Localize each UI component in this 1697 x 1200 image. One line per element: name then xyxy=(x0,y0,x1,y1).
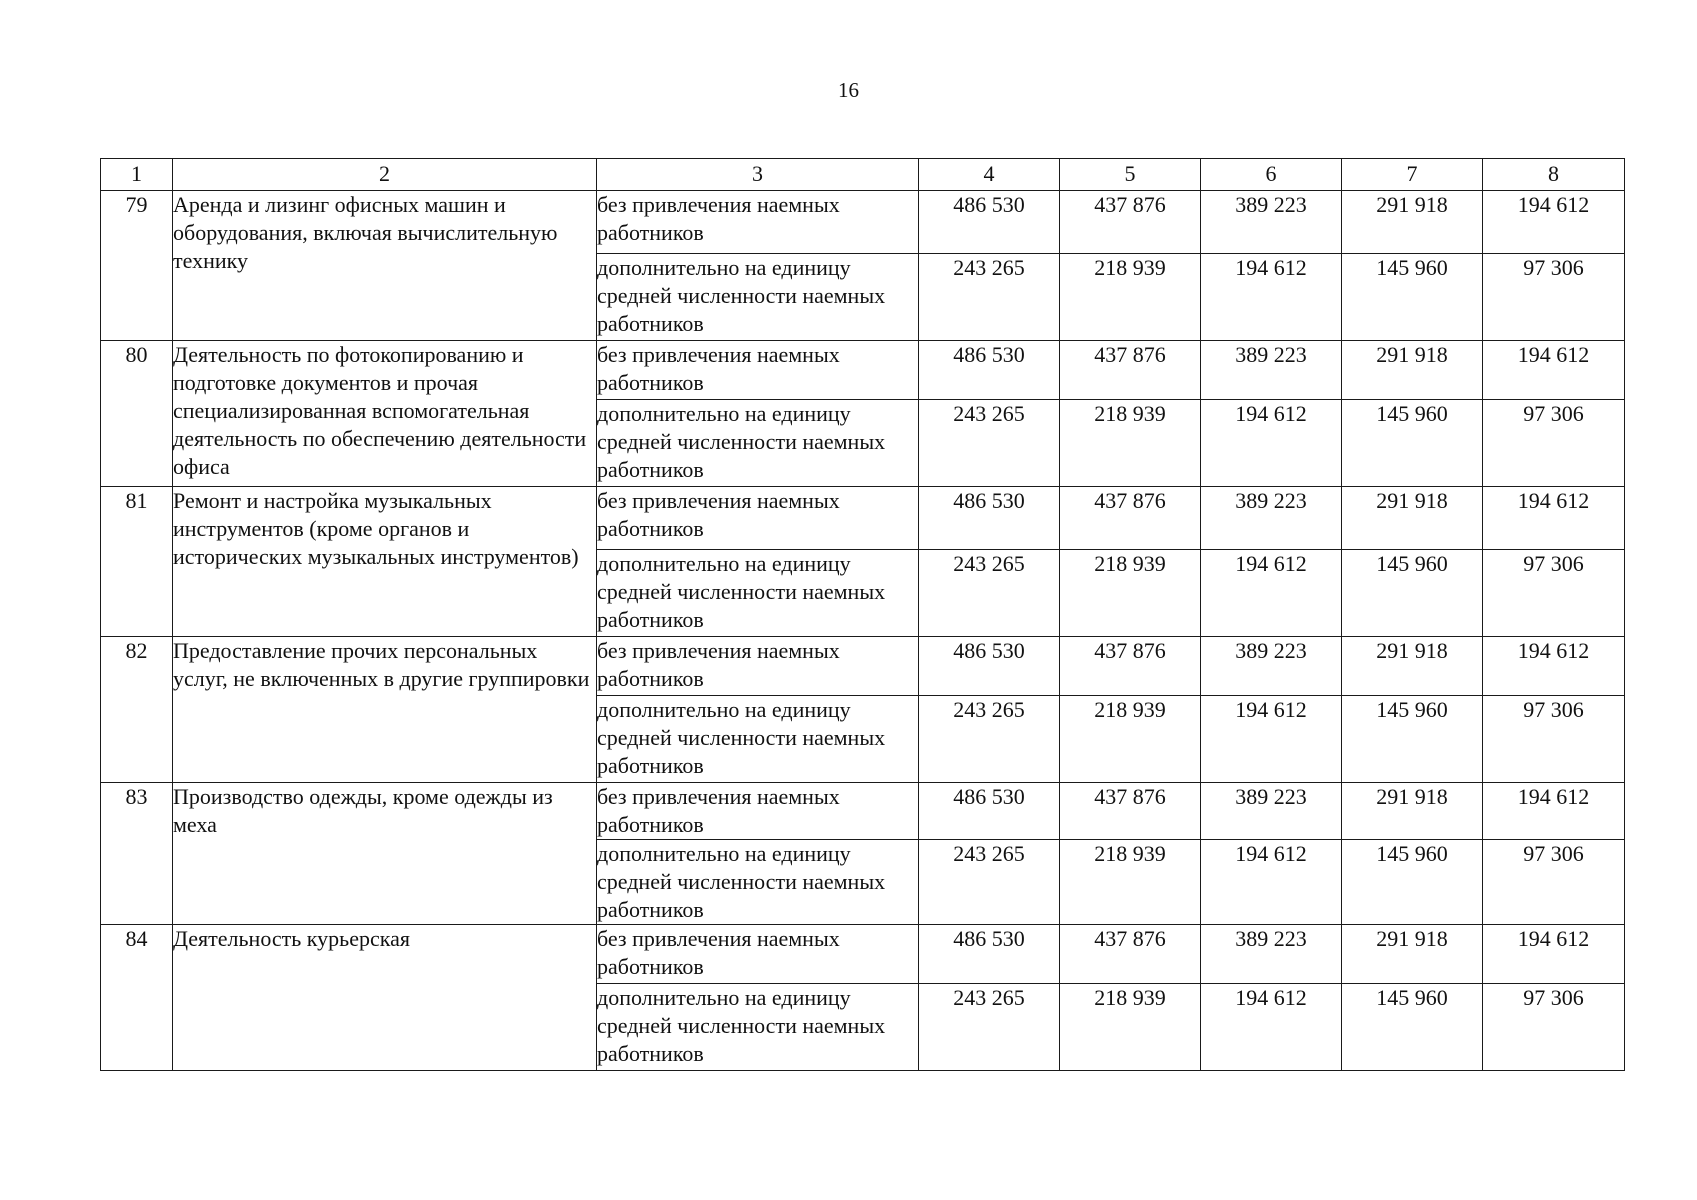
condition-cell: дополнительно на единицу средней численности наемных работников xyxy=(597,400,919,487)
activity-name: Производство одежды, кроме одежды из меха xyxy=(173,783,597,925)
value-cell: 389 223 xyxy=(1201,191,1342,254)
activity-name: Аренда и лизинг офисных машин и оборудования, включая вычислительную технику xyxy=(173,191,597,341)
value-cell: 486 530 xyxy=(919,191,1060,254)
table-row xyxy=(101,637,1625,696)
column-header: 7 xyxy=(1342,159,1483,191)
value-cell: 194 612 xyxy=(1483,783,1625,840)
condition-cell: дополнительно на единицу средней численности наемных работников xyxy=(597,840,919,925)
value-cell: 97 306 xyxy=(1483,840,1625,925)
condition-cell: дополнительно на единицу средней численности наемных работников xyxy=(597,550,919,637)
row-number: 81 xyxy=(101,487,173,637)
value-cell: 291 918 xyxy=(1342,487,1483,550)
activity-name: Деятельность по фотокопированию и подготовке документов и прочая специализированная вспомогательная деятельность по обеспечению деятельности офиса xyxy=(173,341,597,487)
value-cell: 145 960 xyxy=(1342,840,1483,925)
table-row xyxy=(101,487,1625,550)
value-cell: 218 939 xyxy=(1060,550,1201,637)
column-header: 6 xyxy=(1201,159,1342,191)
value-cell: 97 306 xyxy=(1483,984,1625,1071)
row-number: 84 xyxy=(101,925,173,1071)
value-cell: 194 612 xyxy=(1483,341,1625,400)
value-cell: 145 960 xyxy=(1342,984,1483,1071)
value-cell: 194 612 xyxy=(1201,254,1342,341)
row-number: 79 xyxy=(101,191,173,341)
page-number: 16 xyxy=(838,78,859,102)
column-header: 3 xyxy=(597,159,919,191)
value-cell: 291 918 xyxy=(1342,191,1483,254)
value-cell: 291 918 xyxy=(1342,341,1483,400)
condition-cell: без привлечения наемных работников xyxy=(597,341,919,400)
condition-cell: без привлечения наемных работников xyxy=(597,783,919,840)
value-cell: 437 876 xyxy=(1060,925,1201,984)
value-cell: 437 876 xyxy=(1060,783,1201,840)
column-header: 2 xyxy=(173,159,597,191)
activity-name: Ремонт и настройка музыкальных инструментов (кроме органов и исторических музыкальных инструментов) xyxy=(173,487,597,637)
value-cell: 218 939 xyxy=(1060,840,1201,925)
value-cell: 437 876 xyxy=(1060,191,1201,254)
value-cell: 486 530 xyxy=(919,637,1060,696)
value-cell: 97 306 xyxy=(1483,400,1625,487)
table-row xyxy=(101,925,1625,984)
value-cell: 194 612 xyxy=(1201,400,1342,487)
value-cell: 389 223 xyxy=(1201,341,1342,400)
activity-name: Деятельность курьерская xyxy=(173,925,597,1071)
value-cell: 486 530 xyxy=(919,925,1060,984)
value-cell: 486 530 xyxy=(919,341,1060,400)
value-cell: 194 612 xyxy=(1483,191,1625,254)
condition-cell: дополнительно на единицу средней численности наемных работников xyxy=(597,984,919,1071)
value-cell: 218 939 xyxy=(1060,696,1201,783)
condition-cell: без привлечения наемных работников xyxy=(597,191,919,254)
value-cell: 97 306 xyxy=(1483,254,1625,341)
value-cell: 486 530 xyxy=(919,783,1060,840)
value-cell: 218 939 xyxy=(1060,254,1201,341)
value-cell: 97 306 xyxy=(1483,696,1625,783)
condition-cell: без привлечения наемных работников xyxy=(597,637,919,696)
value-cell: 145 960 xyxy=(1342,400,1483,487)
value-cell: 243 265 xyxy=(919,984,1060,1071)
value-cell: 145 960 xyxy=(1342,696,1483,783)
value-cell: 218 939 xyxy=(1060,400,1201,487)
value-cell: 243 265 xyxy=(919,254,1060,341)
value-cell: 243 265 xyxy=(919,840,1060,925)
value-cell: 194 612 xyxy=(1483,487,1625,550)
value-cell: 389 223 xyxy=(1201,487,1342,550)
value-cell: 145 960 xyxy=(1342,550,1483,637)
row-number: 83 xyxy=(101,783,173,925)
value-cell: 194 612 xyxy=(1201,840,1342,925)
value-cell: 194 612 xyxy=(1201,696,1342,783)
value-cell: 243 265 xyxy=(919,696,1060,783)
value-cell: 437 876 xyxy=(1060,637,1201,696)
value-cell: 194 612 xyxy=(1201,984,1342,1071)
value-cell: 291 918 xyxy=(1342,637,1483,696)
condition-cell: дополнительно на единицу средней численности наемных работников xyxy=(597,254,919,341)
column-header: 1 xyxy=(101,159,173,191)
tariff-table xyxy=(100,158,1625,1071)
column-header: 8 xyxy=(1483,159,1625,191)
column-header: 5 xyxy=(1060,159,1201,191)
row-number: 82 xyxy=(101,637,173,783)
value-cell: 437 876 xyxy=(1060,341,1201,400)
row-number: 80 xyxy=(101,341,173,487)
value-cell: 194 612 xyxy=(1201,550,1342,637)
condition-cell: без привлечения наемных работников xyxy=(597,487,919,550)
value-cell: 389 223 xyxy=(1201,637,1342,696)
value-cell: 291 918 xyxy=(1342,925,1483,984)
table-row xyxy=(101,191,1625,254)
activity-name: Предоставление прочих персональных услуг, не включенных в другие группировки xyxy=(173,637,597,783)
table-body xyxy=(101,191,1625,1071)
value-cell: 486 530 xyxy=(919,487,1060,550)
value-cell: 291 918 xyxy=(1342,783,1483,840)
condition-cell: дополнительно на единицу средней численности наемных работников xyxy=(597,696,919,783)
header-row xyxy=(101,159,1625,191)
table-row xyxy=(101,783,1625,840)
value-cell: 389 223 xyxy=(1201,783,1342,840)
value-cell: 218 939 xyxy=(1060,984,1201,1071)
value-cell: 97 306 xyxy=(1483,550,1625,637)
value-cell: 145 960 xyxy=(1342,254,1483,341)
value-cell: 243 265 xyxy=(919,550,1060,637)
value-cell: 243 265 xyxy=(919,400,1060,487)
column-header: 4 xyxy=(919,159,1060,191)
table-row xyxy=(101,341,1625,400)
value-cell: 437 876 xyxy=(1060,487,1201,550)
value-cell: 194 612 xyxy=(1483,637,1625,696)
value-cell: 194 612 xyxy=(1483,925,1625,984)
condition-cell: без привлечения наемных работников xyxy=(597,925,919,984)
value-cell: 389 223 xyxy=(1201,925,1342,984)
